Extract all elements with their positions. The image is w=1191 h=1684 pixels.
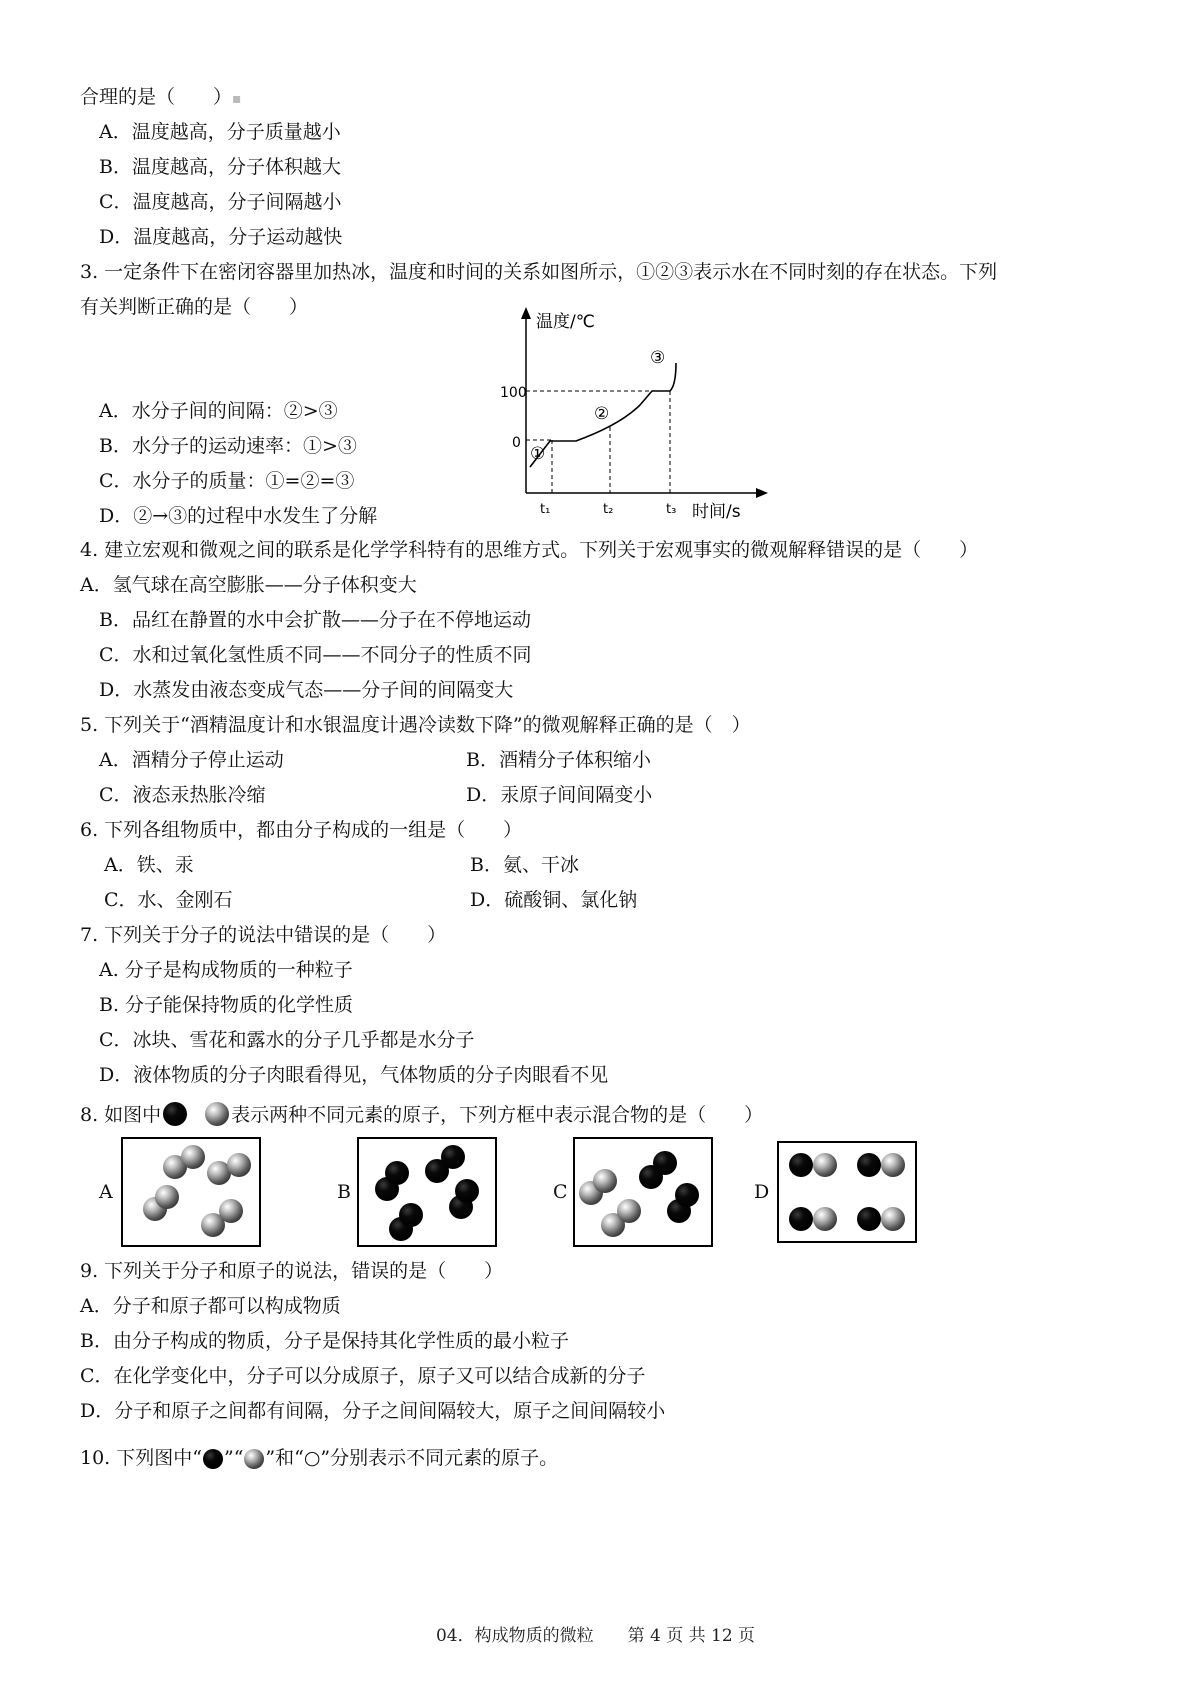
- black-atom-icon: [202, 1448, 224, 1470]
- x-tick-t3: t₃: [666, 502, 677, 517]
- gray-atom-icon: [243, 1448, 265, 1470]
- q3-option-b: B．水分子的运动速率：①>③: [99, 435, 357, 457]
- y-axis-arrow: [521, 307, 531, 319]
- q9-option-b: B．由分子构成的物质，分子是保持其化学性质的最小粒子: [80, 1330, 569, 1352]
- state-label-1: ①: [530, 444, 546, 464]
- q6-option-a: A．铁、汞: [104, 854, 194, 876]
- x-tick-t1: t₁: [540, 502, 551, 517]
- q8-label-c: C: [553, 1181, 568, 1203]
- q2-option-d: D．温度越高，分子运动越快: [99, 226, 343, 248]
- state-label-2: ②: [594, 404, 610, 424]
- q8-label-d: D: [754, 1181, 770, 1203]
- q8-box-c: [573, 1137, 713, 1247]
- q8-stem: 8. 如图中 表示两种不同元素的原子，下列方框中表示混合物的是（ ）: [80, 1100, 763, 1132]
- q2-stem-continued: 合理的是（ ）▪: [80, 86, 242, 108]
- q3-option-c: C．水分子的质量：①=②=③: [99, 470, 355, 492]
- q2-option-a: A．温度越高，分子质量越小: [99, 121, 341, 143]
- x-axis-arrow: [756, 488, 768, 498]
- q8-box-b: [357, 1137, 497, 1247]
- q5-option-a: A．酒精分子停止运动: [99, 749, 284, 771]
- q5-stem: 5. 下列关于“酒精温度计和水银温度计遇冷读数下降”的微观解释正确的是（ ）: [80, 714, 751, 736]
- q6-option-c: C．水、金刚石: [104, 889, 233, 911]
- x-axis-label: 时间/s: [692, 502, 741, 522]
- q4-stem: 4. 建立宏观和微观之间的联系是化学学科特有的思维方式。下列关于宏观事实的微观解释错误的是（ ）: [80, 539, 979, 561]
- black-and-gray-atom-legend-icon: [161, 1100, 231, 1132]
- q4-option-a: A．氢气球在高空膨胀——分子体积变大: [80, 574, 417, 596]
- y-tick-0: 0: [512, 435, 521, 451]
- q5-option-c: C．液态汞热胀冷缩: [99, 784, 266, 806]
- q7-option-c: C．冰块、雪花和露水的分子几乎都是水分子: [99, 1029, 475, 1051]
- q7-option-a: A. 分子是构成物质的一种粒子: [99, 959, 353, 981]
- q7-stem: 7. 下列关于分子的说法中错误的是（ ）: [80, 924, 447, 946]
- q3-option-d: D．②→③的过程中水发生了分解: [99, 505, 378, 527]
- x-tick-t2: t₂: [603, 502, 614, 517]
- q5-option-d: D．汞原子间间隔变小: [466, 784, 653, 806]
- q3-stem-line2: 有关判断正确的是（ ）: [80, 296, 309, 318]
- q6-option-b: B．氨、干冰: [470, 854, 579, 876]
- q3-option-a: A．水分子间的间隔：②>③: [99, 400, 338, 422]
- q3-temperature-time-graph: [490, 305, 790, 535]
- y-axis-label: 温度/℃: [536, 312, 595, 332]
- q8-box-a: [121, 1137, 261, 1247]
- page-footer: 04．构成物质的微粒 第 4 页 共 12 页: [435, 1626, 756, 1646]
- state-label-3: ③: [650, 348, 666, 368]
- q9-option-d: D．分子和原子之间都有间隔，分子之间间隔较大，原子之间间隔较小: [80, 1400, 666, 1422]
- q9-option-c: C．在化学变化中，分子可以分成原子，原子又可以结合成新的分子: [80, 1365, 646, 1387]
- q6-option-d: D．硫酸铜、氯化钠: [470, 889, 638, 911]
- q5-option-b: B．酒精分子体积缩小: [466, 749, 651, 771]
- q8-label-b: B: [337, 1181, 351, 1203]
- q3-stem-line1: 3. 一定条件下在密闭容器里加热冰，温度和时间的关系如图所示，①②③表示水在不同时刻的存在状态。下列: [80, 261, 998, 283]
- q7-option-b: B. 分子能保持物质的化学性质: [99, 994, 354, 1016]
- q8-label-a: A: [99, 1181, 113, 1203]
- q2-option-b: B．温度越高，分子体积越大: [99, 156, 341, 178]
- q4-option-b: B．品红在静置的水中会扩散——分子在不停地运动: [99, 609, 531, 631]
- q7-option-d: D．液体物质的分子肉眼看得见，气体物质的分子肉眼看不见: [99, 1064, 609, 1086]
- q4-option-c: C．水和过氧化氢性质不同——不同分子的性质不同: [99, 644, 532, 666]
- q4-option-d: D．水蒸发由液态变成气态——分子间的间隔变大: [99, 679, 514, 701]
- q8-box-d: [777, 1141, 917, 1243]
- q10-stem: 10. 下列图中“ ”“ ”和“○”分别表示不同元素的原子。: [80, 1447, 559, 1469]
- q9-stem: 9. 下列关于分子和原子的说法，错误的是（ ）: [80, 1260, 504, 1282]
- y-tick-100: 100: [500, 385, 527, 401]
- q2-option-c: C．温度越高，分子间隔越小: [99, 191, 342, 213]
- q6-stem: 6. 下列各组物质中，都由分子构成的一组是（ ）: [80, 819, 523, 841]
- q9-option-a: A．分子和原子都可以构成物质: [80, 1295, 341, 1317]
